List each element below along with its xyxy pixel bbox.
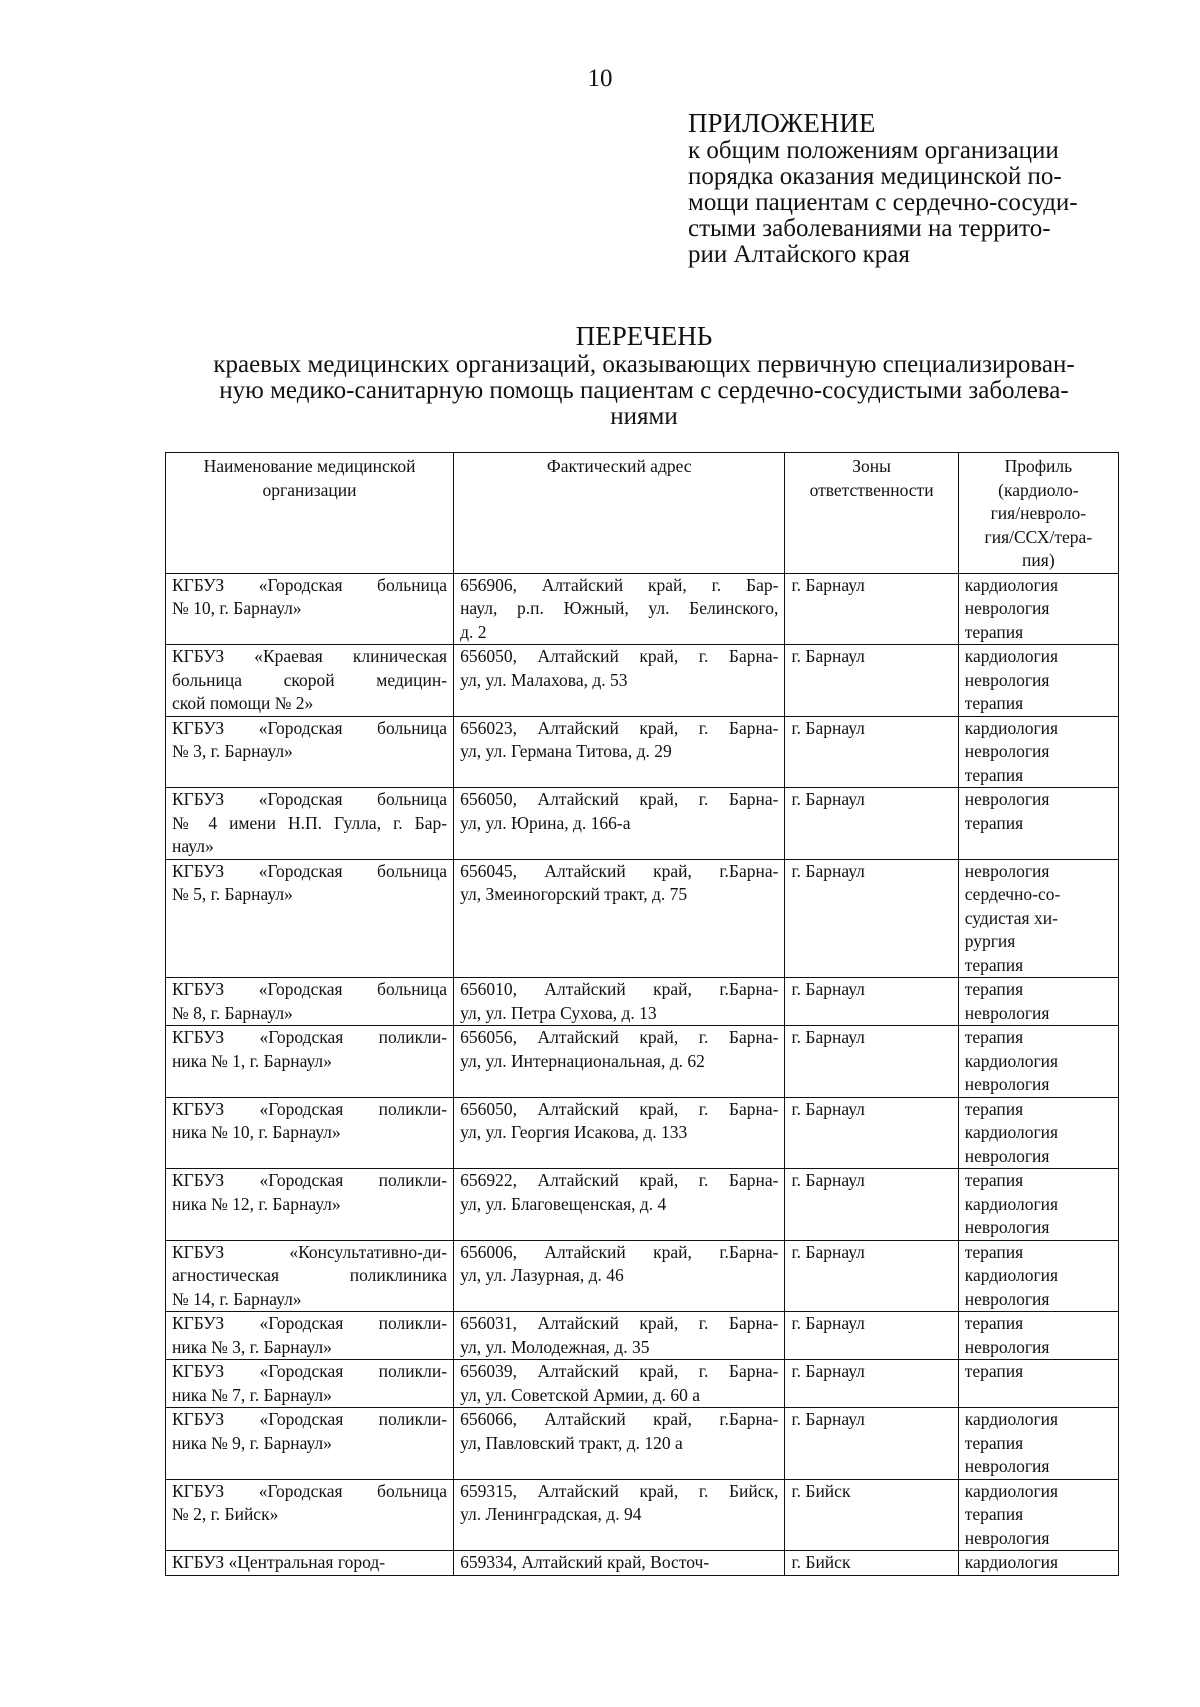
profile-line: кардиология [964,1409,1059,1429]
address-cell [454,1312,785,1360]
address-cell [454,716,785,788]
address-line: ул, ул. Петра Сухова, д. 13 [460,1002,657,1023]
address-line: ул, ул. Молодежная, д. 35 [460,1336,650,1357]
zone-text: г. Бийск [791,1480,851,1501]
zone-cell [785,1026,958,1098]
zone-text: г. Барнаул [791,1313,865,1333]
organization-name-line: ника № 12, г. Барнаул» [172,1193,341,1214]
address-cell [454,1479,785,1551]
list-subtitle-line: ную медико-санитарную помощь пациентам с сердечно-сосудистыми заболева- [219,377,1069,404]
profile-line: терапия [964,621,1024,642]
zone-cell [785,1097,958,1169]
address-line: ул, Павловский тракт, д. 120 а [460,1432,683,1453]
profile-line: неврология [964,1527,1050,1548]
organization-name-line: КГБУЗ «Консультативно-ди- [172,1241,448,1262]
zone-cell [785,1360,958,1408]
organization-name-line: № 3, г. Барнаул» [172,741,293,761]
organization-name-cell [166,788,454,860]
header-text-line: Зоны [852,456,891,476]
profile-cell [958,859,1118,978]
zone-text: г. Барнаул [791,1361,865,1381]
organization-name-cell [166,645,454,717]
organization-name-cell [166,1551,454,1576]
organization-name-cell [166,859,454,978]
organization-name-cell [166,1026,454,1098]
address-cell [454,1408,785,1480]
organization-name-line: № 5, г. Барнаул» [172,884,293,904]
zone-cell [785,573,958,645]
organization-name-cell [166,1479,454,1551]
address-cell [454,1026,785,1098]
profile-line: неврология [964,1002,1050,1023]
profile-line: сердечно-со- [964,884,1061,904]
zone-text: г. Барнаул [791,1409,865,1429]
profile-line: кардиология [964,1193,1059,1214]
address-line: 656045, Алтайский край, г.Барна- [460,860,779,881]
profile-line: кардиология [964,1552,1059,1572]
profile-line: кардиология [964,574,1059,595]
appendix-title: ПРИЛОЖЕНИЕ [688,108,876,138]
profile-line: неврология [964,1074,1050,1094]
organization-name-line: КГБУЗ «Краевая клиническая [172,646,448,666]
address-line: ул, ул. Благовещенская, д. 4 [460,1193,667,1214]
profile-line: рургия [964,931,1016,951]
zone-text: г. Барнаул [791,1170,865,1190]
list-subtitle-line: ниями [610,403,678,430]
table-body [166,573,1119,1575]
organization-name-line: КГБУЗ «Городская поликли- [172,1409,448,1429]
zone-text: г. Бийск [791,1552,851,1572]
organization-name-cell [166,1169,454,1241]
profile-line: неврология [964,1217,1050,1237]
profile-line: терапия [964,1027,1024,1047]
profile-cell [958,1312,1118,1360]
profile-cell [958,978,1118,1026]
zone-text: г. Барнаул [791,979,865,999]
organization-name-line: ника № 1, г. Барнаул» [172,1050,332,1071]
address-line: 659315, Алтайский край, г. Бийск, [460,1480,779,1501]
profile-line: терапия [964,693,1024,713]
organization-name-line: ника № 3, г. Барнаул» [172,1336,332,1357]
header-text-line: Наименование медицинской [203,456,416,476]
profile-cell [958,1169,1118,1241]
header-text-line: Профиль [1004,456,1073,476]
organization-name-line: № 10, г. Барнаул» [172,598,302,618]
organization-name-line: КГБУЗ «Городская поликли- [172,1361,448,1381]
header-text-line: Фактический адрес [546,456,692,476]
address-cell [454,1097,785,1169]
address-cell [454,859,785,978]
zone-cell [785,859,958,978]
address-line: 656050, Алтайский край, г. Барна- [460,1098,779,1119]
profile-cell [958,716,1118,788]
address-line: ул, ул. Георгия Исакова, д. 133 [460,1122,688,1142]
organization-name-line: № 8, г. Барнаул» [172,1002,293,1023]
zone-cell [785,1479,958,1551]
profile-line: неврология [964,860,1050,881]
organization-name-cell [166,1240,454,1312]
address-line: 656050, Алтайский край, г. Барна- [460,646,779,666]
organization-name-line: № 2, г. Бийск» [172,1504,279,1524]
table-row [166,645,1119,717]
address-cell [454,573,785,645]
organization-name-line: ника № 7, г. Барнаул» [172,1384,332,1405]
profile-cell [958,1479,1118,1551]
zone-text: г. Барнаул [791,789,865,809]
table-row [166,788,1119,860]
header-text-line: (кардиоло- [998,479,1079,500]
table-row [166,1026,1119,1098]
organization-name-line: КГБУЗ «Городская больница [172,979,448,999]
zone-text: г. Барнаул [791,1241,865,1262]
profile-line: терапия [964,1170,1024,1190]
profile-line: терапия [964,954,1024,975]
address-line: 656010, Алтайский край, г.Барна- [460,979,779,999]
profile-cell [958,1360,1118,1408]
organization-name-line: КГБУЗ «Городская поликли- [172,1170,448,1190]
profile-line: терапия [964,979,1024,999]
organization-name-line: КГБУЗ «Центральная город- [172,1552,386,1572]
zone-text: г. Барнаул [791,1027,865,1047]
organization-name-line: ника № 10, г. Барнаул» [172,1122,341,1142]
organization-name-cell [166,1408,454,1480]
address-line: 656050, Алтайский край, г. Барна- [460,789,779,809]
address-line: д. 2 [460,621,487,642]
zone-cell [785,1551,958,1576]
profile-line: неврология [964,598,1050,618]
profile-line: терапия [964,1313,1024,1333]
address-cell [454,1169,785,1241]
page-number: 10 [587,65,613,92]
address-line: 656023, Алтайский край, г. Барна- [460,717,779,738]
address-line: 656922, Алтайский край, г. Барна- [460,1170,779,1190]
zone-cell [785,1169,958,1241]
header-address [454,453,785,574]
organization-name-line: КГБУЗ «Городская больница [172,1480,448,1501]
address-line: ул, ул. Малахова, д. 53 [460,669,628,690]
zone-cell [785,1408,958,1480]
zone-text: г. Барнаул [791,1098,865,1119]
table-row [166,1408,1119,1480]
organization-name-line: ника № 9, г. Барнаул» [172,1432,332,1453]
profile-line: судистая хи- [964,907,1058,928]
zone-cell [785,1312,958,1360]
table-row [166,978,1119,1026]
profile-line: терапия [964,1361,1024,1381]
address-line: ул, ул. Лазурная, д. 46 [460,1265,624,1285]
header-profile [958,453,1118,574]
table-row [166,859,1119,978]
address-line: наул, р.п. Южный, ул. Белинского, [460,598,779,618]
table-row [166,1097,1119,1169]
table-row [166,1240,1119,1312]
profile-line: терапия [964,1432,1024,1453]
organization-name-cell [166,573,454,645]
table-row [166,1312,1119,1360]
organization-name-cell [166,716,454,788]
appendix-block [688,108,1118,268]
list-heading [160,320,1128,430]
profile-line: терапия [964,1098,1024,1119]
profile-cell [958,1240,1118,1312]
address-cell [454,788,785,860]
organization-name-line: наул» [172,836,214,856]
header-zones [785,453,958,574]
profile-line: кардиология [964,1122,1059,1142]
appendix-text-line: мощи пациентам с сердечно-сосуди- [688,189,1078,216]
table-header-row [166,453,1119,574]
address-line: 659334, Алтайский край, Восточ- [460,1552,710,1572]
zone-text: г. Барнаул [791,646,865,666]
zone-cell [785,645,958,717]
table-row [166,716,1119,788]
appendix-text-line: рии Алтайского края [688,241,910,268]
address-cell [454,1551,785,1576]
address-cell [454,978,785,1026]
address-line: 656031, Алтайский край, г. Барна- [460,1313,779,1333]
profile-line: неврология [964,1456,1050,1476]
organization-name-line: КГБУЗ «Городская больница [172,717,448,738]
header-text-line: организации [262,479,357,500]
appendix-text-line: порядка оказания медицинской по- [688,163,1062,190]
table-row [166,1360,1119,1408]
address-line: 656039, Алтайский край, г. Барна- [460,1361,779,1381]
profile-cell [958,1408,1118,1480]
list-subtitle [160,352,1128,430]
zone-text: г. Барнаул [791,574,865,595]
profile-line: терапия [964,812,1024,833]
profile-line: терапия [964,764,1024,785]
header-text-line: ответственности [809,479,934,500]
profile-cell [958,788,1118,860]
organization-name-line: агностическая поликлиника [172,1265,448,1285]
profile-line: неврология [964,741,1050,761]
header-text-line: гия/невроло- [990,503,1087,523]
organization-name-cell [166,1360,454,1408]
address-cell [454,645,785,717]
zone-cell [785,1240,958,1312]
profile-line: неврология [964,1336,1050,1357]
appendix-text [688,138,1118,268]
profile-line: кардиология [964,1265,1059,1285]
profile-line: кардиология [964,717,1059,738]
appendix-text-line: к общим положениям организации [688,137,1059,164]
profile-line: кардиология [964,1050,1059,1071]
organization-name-line: № 14, г. Барнаул» [172,1288,302,1309]
table-row [166,1479,1119,1551]
table-row [166,1169,1119,1241]
organization-name-line: КГБУЗ «Городская поликли- [172,1313,448,1333]
profile-cell [958,1551,1118,1576]
profile-line: кардиология [964,1480,1059,1501]
zone-cell [785,716,958,788]
address-cell [454,1360,785,1408]
address-line: ул, ул. Германа Титова, д. 29 [460,741,672,761]
profile-line: кардиология [964,646,1059,666]
address-line: 656906, Алтайский край, г. Бар- [460,574,779,595]
address-line: 656056, Алтайский край, г. Барна- [460,1027,779,1047]
address-line: ул, ул. Интернациональная, д. 62 [460,1050,705,1071]
zone-cell [785,788,958,860]
profile-cell [958,1026,1118,1098]
address-line: 656006, Алтайский край, г.Барна- [460,1241,779,1262]
header-organization [166,453,454,574]
organization-name-line: № 4 имени Н.П. Гулла, г. Бар- [172,812,448,833]
list-title: ПЕРЕЧЕНЬ [575,321,713,351]
profile-line: терапия [964,1241,1024,1262]
address-line: ул, Змеиногорский тракт, д. 75 [460,884,688,904]
organizations-table [165,452,1119,1576]
address-line: ул, ул. Советской Армии, д. 60 а [460,1384,701,1405]
profile-line: неврология [964,669,1050,690]
profile-line: неврология [964,789,1050,809]
profile-cell [958,1097,1118,1169]
address-line: ул, ул. Юрина, д. 166-а [460,812,631,833]
appendix-text-line: стыми заболеваниями на террито- [688,215,1051,242]
zone-text: г. Барнаул [791,860,865,881]
profile-line: неврология [964,1145,1050,1166]
organization-name-line: больница скорой медицин- [172,669,448,690]
organization-name-cell [166,978,454,1026]
address-line: 656066, Алтайский край, г.Барна- [460,1409,779,1429]
organization-name-line: КГБУЗ «Городская больница [172,574,448,595]
table-row [166,573,1119,645]
header-text-line: гия/ССХ/тера- [984,526,1093,547]
table-row [166,1551,1119,1576]
list-subtitle-line: краевых медицинских организаций, оказывающих первичную специализирован- [213,351,1075,378]
profile-cell [958,573,1118,645]
organization-name-cell [166,1097,454,1169]
organization-name-line: КГБУЗ «Городская поликли- [172,1027,448,1047]
address-line: ул. Ленинградская, д. 94 [460,1504,642,1524]
profile-line: неврология [964,1288,1050,1309]
address-cell [454,1240,785,1312]
profile-cell [958,645,1118,717]
organization-name-line: КГБУЗ «Городская больница [172,860,448,881]
header-text-line: пия) [1022,550,1055,570]
organization-name-line: КГБУЗ «Городская поликли- [172,1098,448,1119]
zone-cell [785,978,958,1026]
organization-name-line: КГБУЗ «Городская больница [172,789,448,809]
organization-name-line: ской помощи № 2» [172,693,314,713]
profile-line: терапия [964,1504,1024,1524]
zone-text: г. Барнаул [791,717,865,738]
organization-name-cell [166,1312,454,1360]
